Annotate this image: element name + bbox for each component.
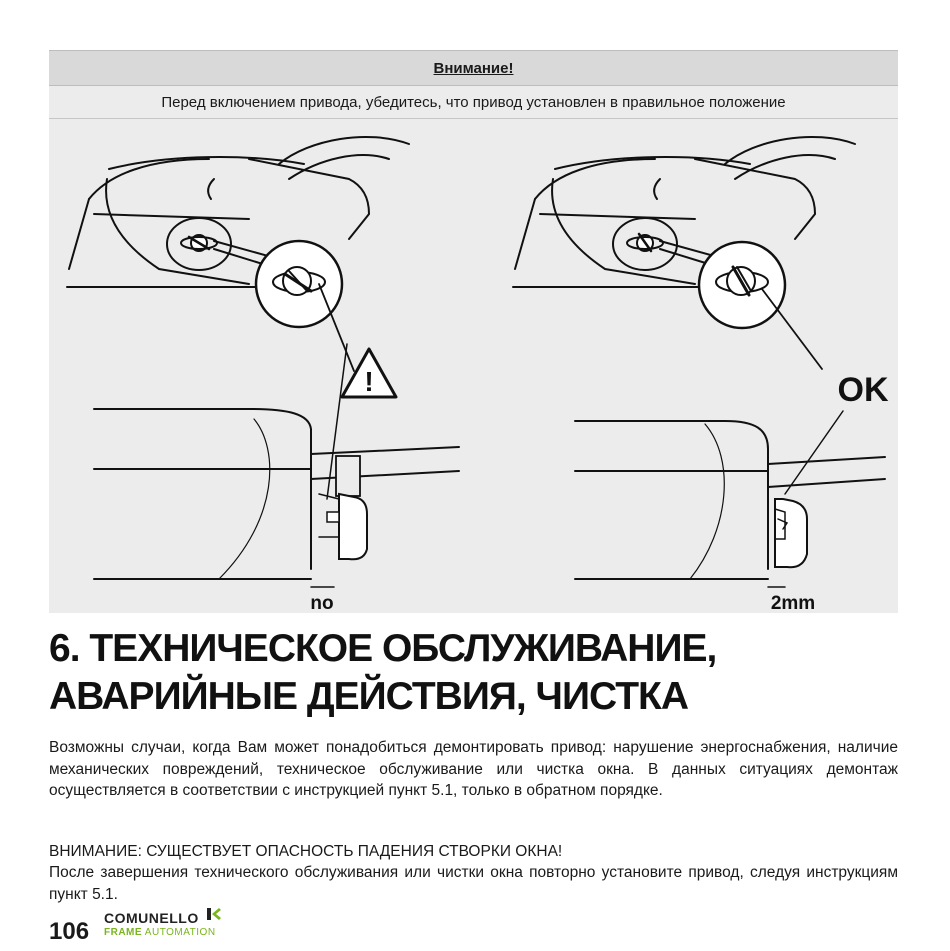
incorrect-panel — [49, 119, 472, 613]
brand-logo — [104, 910, 216, 938]
page-number: 106 — [49, 918, 90, 945]
installation-figure — [49, 119, 898, 613]
svg-text:!: ! — [364, 366, 374, 397]
warning-triangle-icon — [342, 349, 396, 397]
section-title — [49, 625, 716, 721]
notice-text: Перед включением привода, убедитесь, что привод установлен в правильное положение — [49, 86, 898, 119]
ok-label: OK — [837, 371, 889, 409]
gap-2mm-label: 2mm — [770, 593, 816, 613]
brand-name: COMUNELLO — [104, 910, 199, 926]
warning-title: ВНИМАНИЕ: СУЩЕСТВУЕТ ОПАСНОСТЬ ПАДЕНИЯ СТВОРКИ ОКНА! — [49, 843, 563, 860]
notice-title: Внимание! — [49, 50, 898, 86]
correct-panel — [475, 119, 898, 613]
notice-box — [49, 50, 898, 119]
section-title-line-1: 6. ТЕХНИЧЕСКОЕ ОБСЛУЖИВАНИЕ, — [49, 627, 717, 670]
brand-mark-icon — [207, 907, 221, 921]
section-paragraph: Возможны случаи, когда Вам может понадобиться демонтировать привод: нарушение энергоснабжения, наличие механических повреждений, техническое обслуживание или чистка окна. В данных ситуациях демонтаж осуществляется в соответствии с инструкцией пункт 5.1, только в обратном порядке. — [49, 739, 898, 799]
no-label: no — [310, 593, 334, 613]
section-title-line-2: АВАРИЙНЫЕ ДЕЙСТВИЯ, ЧИСТКА — [49, 675, 688, 718]
correct-illustration — [475, 119, 898, 613]
incorrect-illustration — [49, 119, 472, 613]
warning-text: После завершения технического обслуживания или чистки окна повторно установите привод, следуя инструкциям пункт 5.1. — [49, 864, 898, 903]
brand-subtitle: FRAME AUTOMATION — [104, 927, 216, 938]
